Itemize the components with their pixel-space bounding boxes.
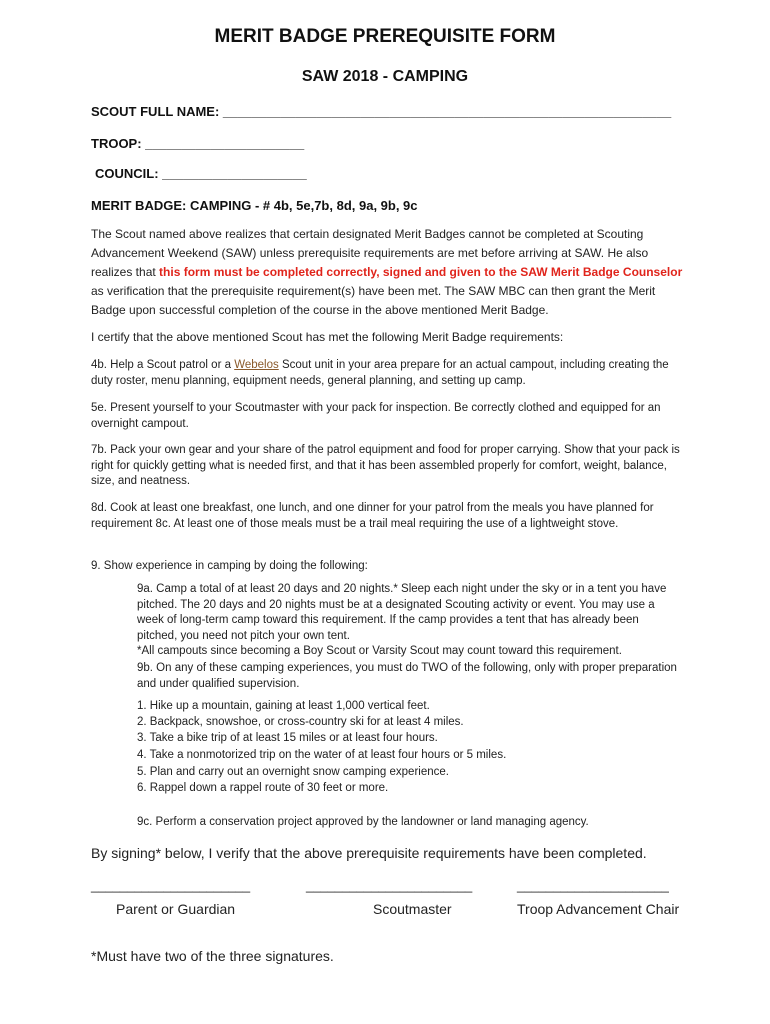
page-subtitle: SAW 2018 - CAMPING <box>301 68 469 85</box>
intro-text-1: The Scout named above realizes that certain designated Merit Badges cannot be completed at Scouting Advancement Weekend (SAW) unless prerequisite requirements are met before arriving at SAW. He also realizes that <box>91 227 649 279</box>
certify-statement: I certify that the above mentioned Scout has met the following Merit Badge requirements: <box>91 330 564 344</box>
troop-chair-signature-label: Troop Advancement Chair <box>517 901 680 917</box>
requirement-9b: 9b. On any of these camping experiences, you must do TWO of the following, only with proper preparation and under qualified supervision. <box>137 662 677 690</box>
troop-chair-signature-line[interactable]: _____________________ <box>517 878 669 893</box>
council-field[interactable]: COUNCIL: ____________________ <box>95 166 307 181</box>
list-item: 4. Take a nonmotorized trip on the water of at least four hours or 5 miles. <box>137 749 507 761</box>
signing-statement: By signing* below, I verify that the above prerequisite requirements have been completed. <box>91 845 647 861</box>
list-item: 6. Rappel down a rappel route of 30 feet or more. <box>137 782 389 794</box>
requirement-9c: 9c. Perform a conservation project approved by the landowner or land managing agency. <box>137 816 589 828</box>
parent-signature-line[interactable]: ______________________ <box>91 878 251 893</box>
troop-field[interactable]: TROOP: ______________________ <box>91 136 305 151</box>
requirement-5e: 5e. Present yourself to your Scoutmaster with your pack for inspection. Be correctly clothed and equipped for an overnight campout. <box>91 402 661 430</box>
scoutmaster-signature-line[interactable]: _______________________ <box>306 878 473 893</box>
parent-signature-label: Parent or Guardian <box>116 901 236 917</box>
intro-text-2: as verification that the prerequisite requirement(s) have been met. The SAW MBC can then grant the Merit Badge upon successful completion of the course in the above mentioned Merit Badge. <box>91 284 656 317</box>
list-item: 5. Plan and carry out an overnight snow camping experience. <box>137 766 449 778</box>
requirement-9a-note: *All campouts since becoming a Boy Scout or Varsity Scout may count toward this requirement. <box>137 645 622 657</box>
webelos-link[interactable]: Webelos <box>234 359 279 371</box>
intro-highlight: this form must be completed correctly, signed and given to the SAW Merit Badge Counselor <box>159 265 683 279</box>
scout-name-field[interactable]: SCOUT FULL NAME: ______________________________________________________________ <box>91 104 672 119</box>
req-4b-text-1: 4b. Help a Scout patrol or a <box>91 359 235 371</box>
requirement-7b: 7b. Pack your own gear and your share of the patrol equipment and food for proper carrying. Show that your pack is right for quickly getting what is needed first, and that it has been assembled properly for comfort, weight, balance, size, and neatness. <box>91 444 680 487</box>
requirement-8d: 8d. Cook at least one breakfast, one lunch, and one dinner for your patrol from the meals you have planned for requirement 8c. At least one of those meals must be a trail meal requiring the use of a lightweight stove. <box>91 502 654 530</box>
list-item: 2. Backpack, snowshoe, or cross-country ski for at least 4 miles. <box>137 716 464 728</box>
signature-footnote: *Must have two of the three signatures. <box>91 948 334 964</box>
requirement-9a: 9a. Camp a total of at least 20 days and 20 nights.* Sleep each night under the sky or in a tent you have pitched. The 20 days and 20 nights must be at a designated Scouting activity or event. You may use a week of long-term camp toward this requirement. If the camp provides a tent that has already been pitched, you need not pitch your own tent. <box>137 583 667 642</box>
scoutmaster-signature-label: Scoutmaster <box>373 901 452 917</box>
merit-badge-label: MERIT BADGE: CAMPING - # 4b, 5e,7b, 8d, 9a, 9b, 9c <box>91 198 418 213</box>
page-title: MERIT BADGE PREREQUISITE FORM <box>214 26 556 47</box>
requirement-9: 9. Show experience in camping by doing the following: <box>91 560 368 572</box>
list-item: 1. Hike up a mountain, gaining at least 1,000 vertical feet. <box>137 700 430 712</box>
req-4b-text-2: Scout unit in your area prepare for an actual campout, including creating the duty roster, menu planning, equipment needs, general planning, and setting up camp. <box>91 359 669 387</box>
list-item: 3. Take a bike trip of at least 15 miles or at least four hours. <box>137 732 438 744</box>
intro-paragraph <box>91 225 691 320</box>
requirement-4b <box>91 358 681 389</box>
